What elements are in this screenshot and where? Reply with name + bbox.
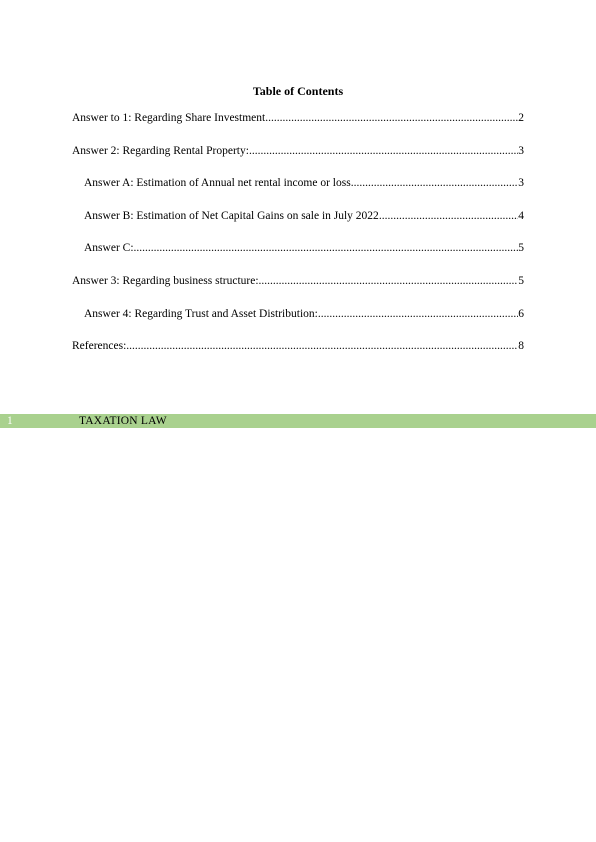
toc-entry-page: 5 — [518, 242, 524, 255]
toc-entry[interactable] — [72, 241, 524, 255]
toc-entry-text: Answer 4: Regarding Trust and Asset Distribution: — [84, 307, 318, 320]
toc-entry-page: 3 — [518, 144, 524, 157]
toc-leader — [379, 209, 518, 223]
toc-list — [72, 111, 524, 372]
footer-page-number: 1 — [7, 415, 13, 427]
toc-entry[interactable] — [72, 111, 524, 125]
toc-leader — [126, 339, 518, 353]
toc-entry[interactable] — [72, 176, 524, 190]
footer-title: TAXATION LAW — [79, 415, 167, 427]
toc-leader — [265, 111, 518, 125]
toc-entry-text: References: — [72, 340, 127, 353]
toc-entry-text: Answer B: Estimation of Net Capital Gains on sale in July 2022 — [84, 209, 379, 222]
toc-entry-text: Answer to 1: Regarding Share Investment — [72, 112, 266, 124]
toc-leader — [249, 144, 518, 158]
toc-entry-page: 5 — [518, 274, 524, 287]
toc-entry[interactable] — [72, 209, 524, 223]
toc-entry[interactable] — [72, 274, 524, 288]
toc-entry[interactable] — [72, 144, 524, 158]
toc-entry-page: 8 — [518, 340, 524, 353]
toc-entry-text: Answer 3: Regarding business structure: — [72, 274, 259, 287]
footer-band — [0, 414, 596, 428]
toc-entry-page: 6 — [518, 307, 524, 320]
toc-leader — [259, 274, 519, 288]
toc-leader — [351, 176, 519, 190]
toc-entry-page: 3 — [518, 177, 524, 190]
toc-entry-text: Answer C: — [84, 242, 134, 255]
toc-entry[interactable] — [72, 339, 524, 353]
toc-leader — [318, 307, 518, 321]
toc-leader — [134, 241, 519, 255]
toc-entry-page: 4 — [518, 209, 524, 222]
toc-entry-page: 2 — [518, 112, 524, 124]
toc-title: Table of Contents — [252, 84, 344, 98]
toc-entry-text: Answer A: Estimation of Annual net rental income or loss — [84, 177, 351, 190]
toc-entry[interactable] — [72, 307, 524, 321]
toc-entry-text: Answer 2: Regarding Rental Property: — [72, 144, 249, 157]
